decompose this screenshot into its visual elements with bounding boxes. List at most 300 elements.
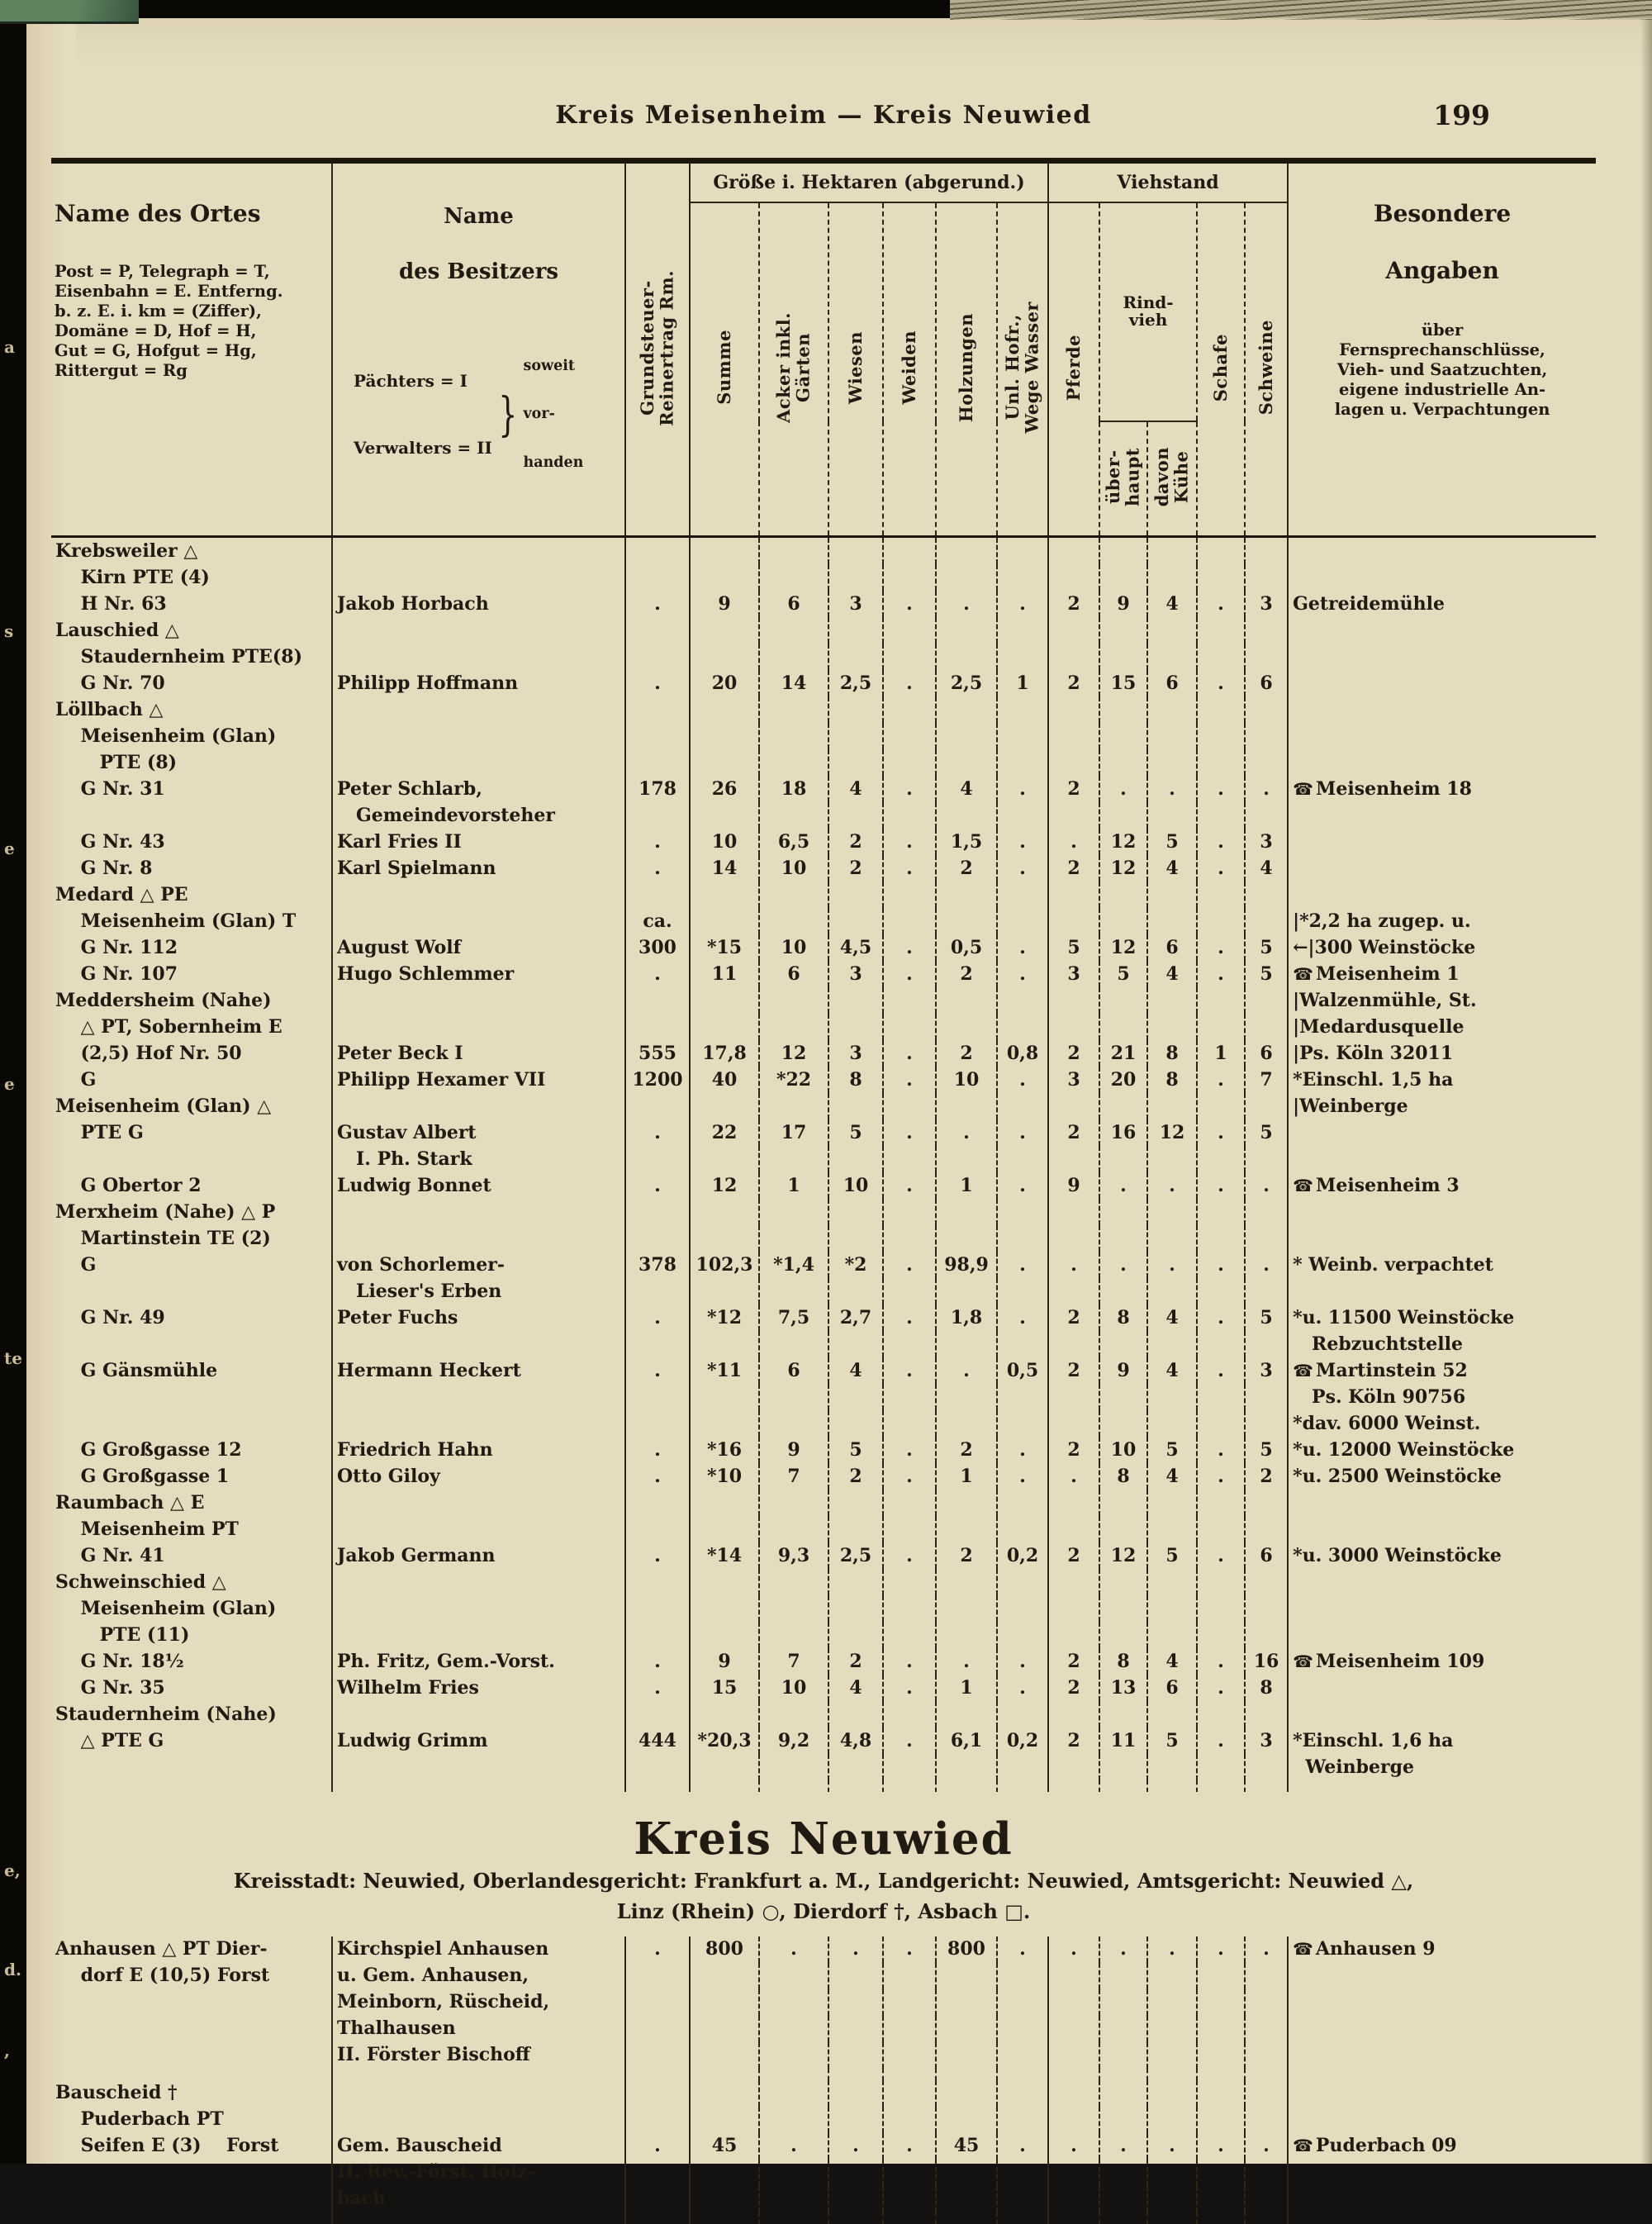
cell-besitzer: Friedrich Hahn: [332, 1437, 625, 1463]
cell-acker: 7: [759, 1648, 828, 1675]
cell-acker: *1,4: [759, 1252, 828, 1278]
cell-acker: 9,3: [759, 1542, 828, 1569]
cell-schweine: 7: [1245, 1067, 1288, 1093]
cell-holzungen: 1,5: [936, 829, 997, 855]
cell-rindvieh-ueberhaupt: [1099, 882, 1147, 908]
cell-besondere: ☎ Martinstein 52: [1288, 1357, 1596, 1384]
cell-besitzer: [332, 1780, 625, 1792]
cell-weiden: .: [883, 1357, 936, 1384]
cell-besondere: ☎ Puderbach 09: [1288, 2133, 1596, 2160]
telephone-icon: ☎: [1293, 778, 1313, 799]
cell-besondere: *Einschl. 1,5 ha: [1288, 1067, 1596, 1093]
cell-rindvieh-kuehe: [1147, 1754, 1197, 1780]
cell-besitzer: Wilhelm Fries: [332, 1675, 625, 1701]
cell-rindvieh-kuehe: [1147, 987, 1197, 1014]
cell-weiden: [883, 1754, 936, 1780]
cell-holzungen: [936, 1622, 997, 1648]
cell-ort: Meisenheim (Glan) △: [55, 1095, 272, 1117]
cell-schafe: .: [1197, 2133, 1245, 2160]
cell-unland-hofraum: [997, 1622, 1048, 1648]
cell-rindvieh-kuehe: [1147, 2186, 1197, 2212]
table-row: [51, 802, 1596, 829]
cell-grundsteuer: [625, 1516, 690, 1542]
cell-schafe: [1197, 696, 1245, 723]
cell-summe: [690, 537, 759, 565]
cell-besondere: * Weinb. verpachtet: [1288, 1252, 1596, 1278]
cell-pferde: .: [1048, 1252, 1099, 1278]
table-row: [51, 2016, 1596, 2042]
cell-pferde: [1048, 2042, 1099, 2069]
cell-besitzer: II. Rev.-Först. Holz-: [332, 2160, 625, 2186]
cell-acker: [759, 1622, 828, 1648]
cell-schweine: 16: [1245, 1648, 1288, 1675]
cell-grundsteuer: [625, 1331, 690, 1357]
cell-summe: [690, 2107, 759, 2133]
cell-wiesen: [828, 1331, 883, 1357]
cell-besitzer: [332, 1014, 625, 1040]
cell-ort: Staudernheim (Nahe): [55, 1703, 277, 1725]
table-row: [51, 1384, 1596, 1410]
cell-grundsteuer: .: [625, 1542, 690, 1569]
cell-weiden: .: [883, 776, 936, 802]
cell-pferde: .: [1048, 1463, 1099, 1490]
table-row: [51, 537, 1596, 565]
cell-schafe: .: [1197, 1304, 1245, 1331]
cell-ort: G Nr. 43: [55, 830, 165, 853]
cell-grundsteuer: .: [625, 1119, 690, 1146]
group-header-groesse: Größe i. Hektaren (abgerund.): [690, 161, 1048, 202]
cell-besitzer: bach: [332, 2186, 625, 2212]
cell-wiesen: 2: [828, 1463, 883, 1490]
cell-grundsteuer: [625, 564, 690, 591]
cell-schweine: [1245, 1701, 1288, 1727]
cell-holzungen: 2: [936, 1542, 997, 1569]
cell-besitzer: [332, 723, 625, 749]
cell-schafe: [1197, 1963, 1245, 1989]
cell-rindvieh-kuehe: 4: [1147, 1648, 1197, 1675]
cell-rindvieh-kuehe: 6: [1147, 934, 1197, 961]
cell-grundsteuer: .: [625, 1675, 690, 1701]
cell-grundsteuer: [625, 802, 690, 829]
brace-glyph: }: [498, 387, 518, 442]
header-legend-line: Post = P, Telegraph = T,: [55, 261, 270, 281]
cell-besitzer: [332, 2080, 625, 2107]
cell-grundsteuer: .: [625, 1437, 690, 1463]
cell-schweine: [1245, 644, 1288, 670]
cell-rindvieh-ueberhaupt: [1099, 2160, 1147, 2186]
cell-rindvieh-kuehe: [1147, 1014, 1197, 1040]
cell-acker: [759, 987, 828, 1014]
cell-grundsteuer: [625, 1569, 690, 1595]
cell-holzungen: [936, 908, 997, 934]
cell-rindvieh-kuehe: .: [1147, 1172, 1197, 1199]
cell-rindvieh-ueberhaupt: .: [1099, 1252, 1147, 1278]
cell-rindvieh-kuehe: 6: [1147, 1675, 1197, 1701]
table-row: [51, 1093, 1596, 1119]
cell-besondere: ☎ Meisenheim 109: [1288, 1648, 1596, 1675]
cell-besitzer: [332, 644, 625, 670]
cell-schafe: .: [1197, 855, 1245, 882]
cell-besondere: [1288, 1989, 1596, 2016]
cell-grundsteuer: [625, 1622, 690, 1648]
cell-weiden: [883, 2107, 936, 2133]
cell-besitzer: Meinborn, Rüscheid,: [332, 1989, 625, 2016]
cell-holzungen: .: [936, 1648, 997, 1675]
cell-acker: [759, 1410, 828, 1437]
cell-rindvieh-ueberhaupt: [1099, 908, 1147, 934]
besondere-header-legend: [1293, 321, 1592, 420]
cell-pferde: 2: [1048, 670, 1099, 696]
cell-acker: [759, 1146, 828, 1172]
cell-pferde: [1048, 1701, 1099, 1727]
header-legend-line: Gut = G, Hofgut = Hg,: [55, 340, 257, 360]
cell-weiden: .: [883, 1437, 936, 1463]
table-row: [51, 855, 1596, 882]
cell-weiden: .: [883, 1304, 936, 1331]
column-header-holzungen: Holzungen: [936, 202, 997, 537]
cell-unland-hofraum: [997, 1701, 1048, 1727]
cell-besondere: |Ps. Köln 32011: [1288, 1040, 1596, 1067]
cell-weiden: [883, 1331, 936, 1357]
cell-schafe: [1197, 987, 1245, 1014]
cell-grundsteuer: [625, 2212, 690, 2224]
cell-rindvieh-ueberhaupt: [1099, 564, 1147, 591]
table-row: [51, 1622, 1596, 1648]
cell-acker: [759, 908, 828, 934]
cell-schafe: .: [1197, 1357, 1245, 1384]
cell-pferde: [1048, 723, 1099, 749]
cell-unland-hofraum: [997, 696, 1048, 723]
cell-weiden: .: [883, 1675, 936, 1701]
cell-rindvieh-kuehe: [1147, 2016, 1197, 2042]
cell-ort: G: [55, 1068, 97, 1091]
cell-schweine: [1245, 1225, 1288, 1252]
table-row: [51, 617, 1596, 644]
cell-besitzer: Thalhausen: [332, 2016, 625, 2042]
cell-pferde: .: [1048, 829, 1099, 855]
cell-holzungen: [936, 2042, 997, 2069]
cell-summe: [690, 2080, 759, 2107]
table-row: [51, 1278, 1596, 1304]
cell-rindvieh-kuehe: [1147, 2069, 1197, 2080]
cell-besitzer: [332, 1410, 625, 1437]
cell-unland-hofraum: [997, 1754, 1048, 1780]
cell-holzungen: [936, 2186, 997, 2212]
cell-summe: *20,3: [690, 1727, 759, 1754]
cell-wiesen: .: [828, 1936, 883, 1963]
cell-summe: [690, 1331, 759, 1357]
cell-holzungen: 10: [936, 1067, 997, 1093]
cell-besondere: *u. 3000 Weinstöcke: [1288, 1542, 1596, 1569]
cell-schweine: [1245, 1093, 1288, 1119]
cell-schafe: [1197, 1146, 1245, 1172]
cell-ort: [51, 2042, 332, 2069]
cell-pferde: [1048, 617, 1099, 644]
table-row: [51, 908, 1596, 934]
cell-schweine: [1245, 564, 1288, 591]
cell-grundsteuer: ca.: [625, 908, 690, 934]
cell-ort: Seifen E (3) Forst: [55, 2135, 279, 2157]
cell-schweine: [1245, 2016, 1288, 2042]
cell-schweine: [1245, 617, 1288, 644]
cell-grundsteuer: 378: [625, 1252, 690, 1278]
cell-grundsteuer: [625, 2160, 690, 2186]
cell-ort: [51, 2160, 332, 2186]
cell-wiesen: [828, 1569, 883, 1595]
cell-weiden: .: [883, 1067, 936, 1093]
column-header-summe: Summe: [690, 202, 759, 537]
cell-schweine: .: [1245, 2133, 1288, 2160]
cell-summe: [690, 696, 759, 723]
cell-acker: [759, 1199, 828, 1225]
cell-weiden: [883, 2080, 936, 2107]
cell-rindvieh-kuehe: 5: [1147, 1542, 1197, 1569]
cell-besondere: [1288, 670, 1596, 696]
paechters-label: Pächters = I: [354, 371, 468, 392]
cell-schafe: [1197, 1014, 1245, 1040]
cell-schafe: [1197, 802, 1245, 829]
cell-wiesen: .: [828, 2133, 883, 2160]
section-title: Kreis Neuwied: [634, 1813, 1014, 1865]
cell-holzungen: [936, 1754, 997, 1780]
cell-holzungen: [936, 723, 997, 749]
cell-rindvieh-kuehe: 4: [1147, 1304, 1197, 1331]
cell-rindvieh-ueberhaupt: [1099, 1622, 1147, 1648]
cell-wiesen: [828, 1225, 883, 1252]
cell-holzungen: 2: [936, 961, 997, 987]
cell-holzungen: [936, 1490, 997, 1516]
cell-rindvieh-kuehe: [1147, 1093, 1197, 1119]
cell-wiesen: [828, 908, 883, 934]
cell-grundsteuer: [625, 2069, 690, 2080]
cell-besitzer: Hugo Schlemmer: [332, 961, 625, 987]
cell-schweine: [1245, 908, 1288, 934]
cell-pferde: [1048, 1384, 1099, 1410]
cell-weiden: [883, 1146, 936, 1172]
cell-pferde: 2: [1048, 1040, 1099, 1067]
cell-rindvieh-ueberhaupt: [1099, 617, 1147, 644]
table-row: [51, 934, 1596, 961]
cell-unland-hofraum: [997, 1569, 1048, 1595]
cell-schweine: [1245, 2160, 1288, 2186]
cell-rindvieh-kuehe: [1147, 1199, 1197, 1225]
cell-schafe: .: [1197, 1727, 1245, 1754]
cell-acker: 6: [759, 961, 828, 987]
besitzer-header-title2: des Besitzers: [398, 259, 559, 285]
cell-ort: [51, 802, 332, 829]
telephone-icon: ☎: [1293, 1360, 1313, 1380]
cell-besitzer: Ludwig Bonnet: [332, 1172, 625, 1199]
cell-pferde: 2: [1048, 591, 1099, 617]
cell-schweine: [1245, 1014, 1288, 1040]
table-row: [51, 2080, 1596, 2107]
cell-holzungen: [936, 2212, 997, 2224]
cell-besondere: [1288, 882, 1596, 908]
cell-holzungen: [936, 1225, 997, 1252]
header-legend-line: Rittergut = Rg: [55, 360, 188, 380]
cell-weiden: [883, 1384, 936, 1410]
cell-besondere: |*2,2 ha zugep. u.: [1288, 908, 1596, 934]
cell-acker: [759, 1225, 828, 1252]
cell-unland-hofraum: 0,2: [997, 1727, 1048, 1754]
cell-grundsteuer: [625, 2080, 690, 2107]
cell-acker: .: [759, 2133, 828, 2160]
cell-rindvieh-ueberhaupt: [1099, 723, 1147, 749]
book-gutter: [0, 0, 26, 2164]
cell-rindvieh-kuehe: [1147, 2160, 1197, 2186]
cell-besondere: ☎ Meisenheim 1: [1288, 961, 1596, 987]
table-row: [51, 1463, 1596, 1490]
cell-unland-hofraum: .: [997, 1119, 1048, 1146]
cell-wiesen: [828, 1014, 883, 1040]
cell-schafe: [1197, 2069, 1245, 2080]
cell-ort: Meisenheim (Glan): [55, 1597, 277, 1619]
column-header-unland: Unl. Hofr., Wege Wasser: [997, 202, 1048, 537]
cell-schweine: [1245, 1780, 1288, 1792]
cell-wiesen: 4,5: [828, 934, 883, 961]
cell-weiden: .: [883, 1936, 936, 1963]
cell-weiden: [883, 1569, 936, 1595]
cell-schafe: .: [1197, 1252, 1245, 1278]
group-header-viehstand: Viehstand: [1048, 161, 1288, 202]
cell-rindvieh-kuehe: [1147, 537, 1197, 565]
cell-schafe: .: [1197, 1542, 1245, 1569]
cell-rindvieh-ueberhaupt: [1099, 696, 1147, 723]
cell-holzungen: [936, 1014, 997, 1040]
section-subtitle-line2: Linz (Rhein) ○, Dierdorf †, Asbach □.: [616, 1898, 1031, 1923]
cell-weiden: .: [883, 1172, 936, 1199]
cell-besitzer: Gem. Bauscheid: [332, 2133, 625, 2160]
cell-besitzer: [332, 1384, 625, 1410]
cell-unland-hofraum: [997, 1384, 1048, 1410]
besondere-title2: Angaben: [1385, 256, 1499, 284]
cell-weiden: [883, 2069, 936, 2080]
cell-summe: [690, 723, 759, 749]
cell-ort: Anhausen △ PT Dier-: [55, 1938, 268, 1960]
cell-schweine: 5: [1245, 1437, 1288, 1463]
cell-acker: [759, 2107, 828, 2133]
cell-acker: [759, 749, 828, 776]
cell-rindvieh-ueberhaupt: [1099, 1331, 1147, 1357]
cell-rindvieh-kuehe: 5: [1147, 829, 1197, 855]
cell-holzungen: [936, 2080, 997, 2107]
cell-wiesen: [828, 1384, 883, 1410]
column-header-acker: Acker inkl. Gärten: [759, 202, 828, 537]
cell-ort: [51, 1780, 332, 1792]
cell-summe: [690, 882, 759, 908]
cell-rindvieh-kuehe: 12: [1147, 1119, 1197, 1146]
cell-holzungen: .: [936, 1357, 997, 1384]
cell-pferde: 2: [1048, 1119, 1099, 1146]
cell-grundsteuer: [625, 1780, 690, 1792]
cell-acker: 1: [759, 1172, 828, 1199]
cell-unland-hofraum: .: [997, 855, 1048, 882]
cell-grundsteuer: .: [625, 961, 690, 987]
cell-grundsteuer: .: [625, 1936, 690, 1963]
cell-unland-hofraum: .: [997, 1067, 1048, 1093]
table-row: [51, 2042, 1596, 2069]
cell-rindvieh-ueberhaupt: [1099, 1093, 1147, 1119]
cell-holzungen: [936, 2107, 997, 2133]
cell-unland-hofraum: 1: [997, 670, 1048, 696]
table-row: [51, 1304, 1596, 1331]
cell-besitzer: Jakob Germann: [332, 1542, 625, 1569]
cell-schweine: [1245, 2069, 1288, 2080]
table-row: [51, 1516, 1596, 1542]
cell-ort: PTE (11): [55, 1623, 190, 1646]
cell-besondere: [1288, 1622, 1596, 1648]
cell-rindvieh-ueberhaupt: [1099, 1569, 1147, 1595]
cell-wiesen: [828, 882, 883, 908]
cell-schafe: .: [1197, 670, 1245, 696]
cell-holzungen: [936, 1199, 997, 1225]
cell-acker: [759, 1569, 828, 1595]
cell-holzungen: 45: [936, 2133, 997, 2160]
cell-rindvieh-kuehe: [1147, 1225, 1197, 1252]
cell-schweine: [1245, 1516, 1288, 1542]
vor-label: vor-: [523, 406, 555, 423]
cell-unland-hofraum: [997, 882, 1048, 908]
cell-holzungen: [936, 644, 997, 670]
cell-unland-hofraum: [997, 1780, 1048, 1792]
cell-besitzer: [332, 2069, 625, 2080]
cell-ort: G Nr. 107: [55, 962, 178, 985]
cell-besitzer: Karl Fries II: [332, 829, 625, 855]
cell-schweine: 5: [1245, 1304, 1288, 1331]
cell-summe: [690, 1516, 759, 1542]
cell-rindvieh-ueberhaupt: 9: [1099, 591, 1147, 617]
cell-rindvieh-ueberhaupt: 20: [1099, 1067, 1147, 1093]
cell-wiesen: *2: [828, 1252, 883, 1278]
header-legend-line: b. z. E. i. km = (Ziffer),: [55, 301, 262, 321]
cell-ort: Raumbach △ E: [55, 1491, 205, 1514]
cell-acker: [759, 723, 828, 749]
cell-ort: Merxheim (Nahe) △ P: [55, 1200, 276, 1223]
cell-schweine: .: [1245, 1172, 1288, 1199]
cell-rindvieh-kuehe: 6: [1147, 670, 1197, 696]
cell-ort: [51, 1146, 332, 1172]
cell-pferde: [1048, 1963, 1099, 1989]
cell-unland-hofraum: [997, 2107, 1048, 2133]
cell-holzungen: 98,9: [936, 1252, 997, 1278]
column-header-wiesen: Wiesen: [828, 202, 883, 537]
telephone-icon: ☎: [1293, 2136, 1313, 2156]
cell-ort: Kirn PTE (4): [55, 566, 210, 588]
cell-acker: [759, 882, 828, 908]
cell-besondere: *u. 2500 Weinstöcke: [1288, 1463, 1596, 1490]
cell-summe: 102,3: [690, 1252, 759, 1278]
cell-besitzer: Jakob Horbach: [332, 591, 625, 617]
cell-summe: [690, 1410, 759, 1437]
table-row: [51, 1225, 1596, 1252]
column-header-besitzer: [332, 161, 625, 537]
cell-weiden: [883, 2042, 936, 2069]
cell-unland-hofraum: [997, 2069, 1048, 2080]
cell-holzungen: [936, 537, 997, 565]
cell-pferde: [1048, 1569, 1099, 1595]
cell-weiden: .: [883, 934, 936, 961]
cell-summe: [690, 1622, 759, 1648]
cell-holzungen: [936, 2016, 997, 2042]
cell-schweine: [1245, 1569, 1288, 1595]
cell-ort: G Gänsmühle: [55, 1359, 218, 1381]
cell-grundsteuer: [625, 1225, 690, 1252]
cell-besondere: Weinberge: [1288, 1754, 1596, 1780]
table-row: [51, 1648, 1596, 1675]
cell-schafe: .: [1197, 1648, 1245, 1675]
cell-besondere: [1288, 2186, 1596, 2212]
cell-besondere: [1288, 723, 1596, 749]
